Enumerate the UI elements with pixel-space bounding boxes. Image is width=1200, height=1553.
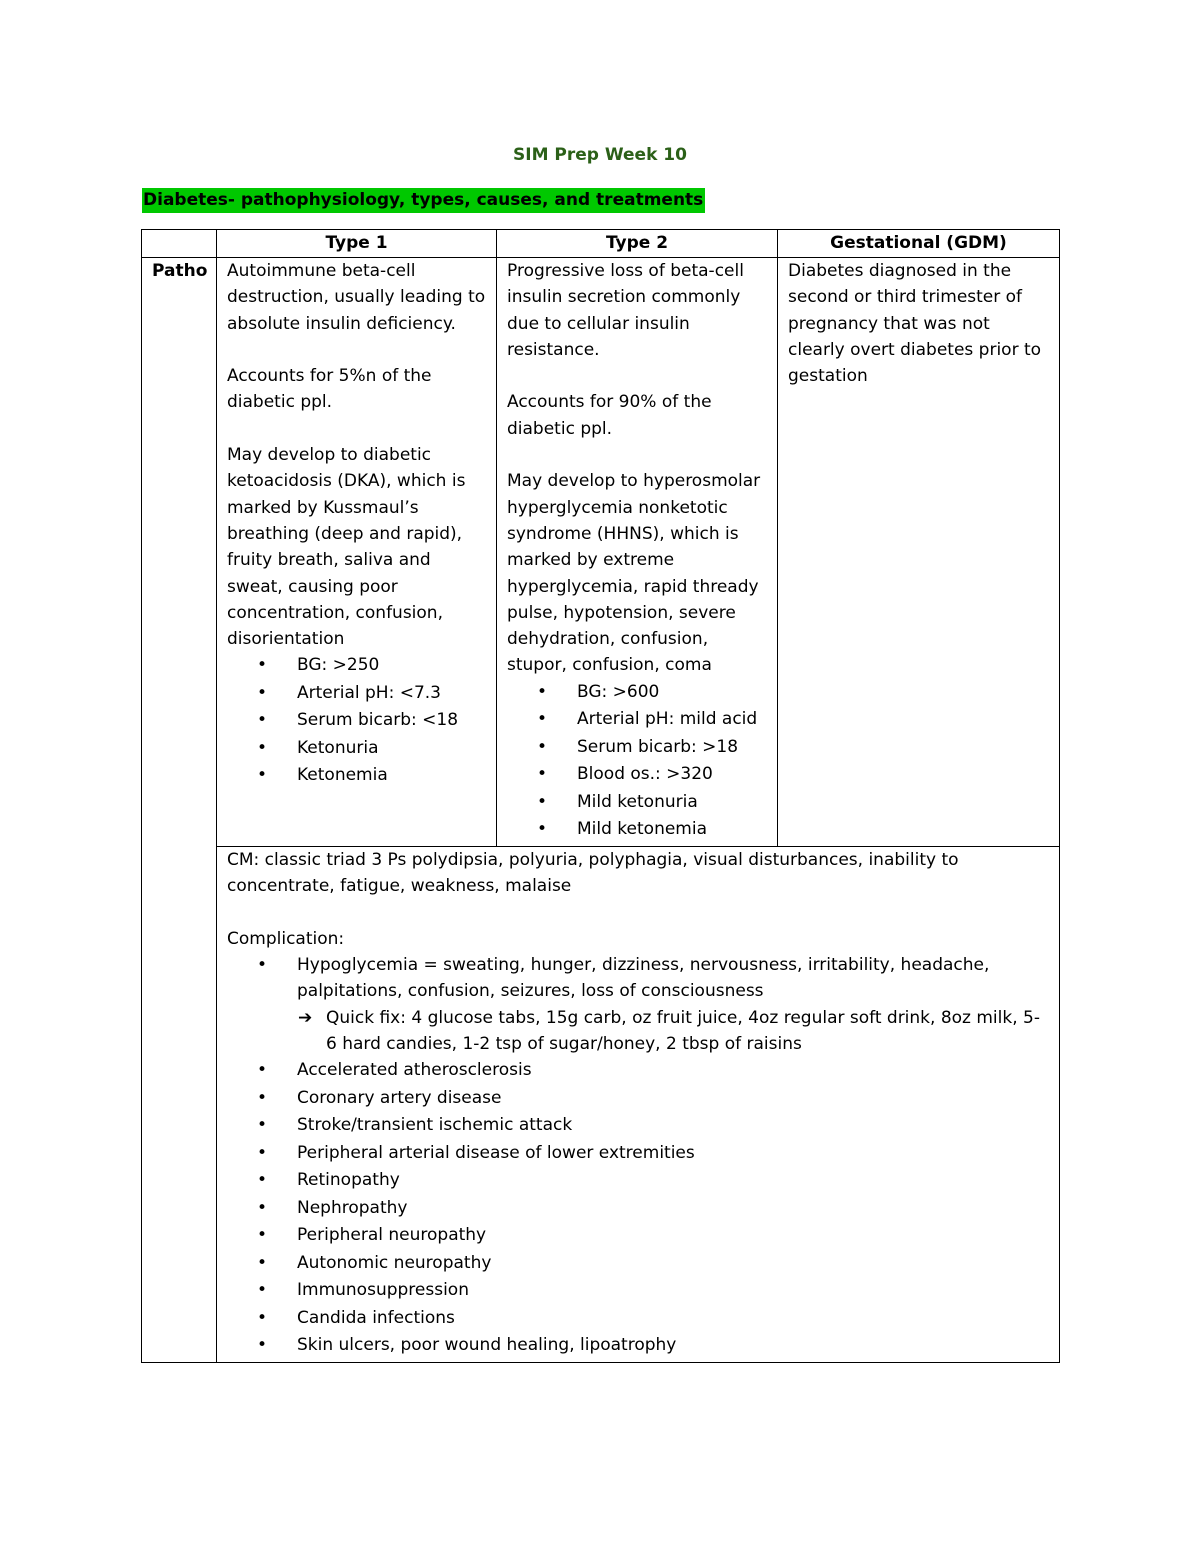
- type2-cell: [497, 258, 778, 847]
- type2-paragraph: Accounts for 90% of the diabetic ppl.: [507, 392, 712, 439]
- bullet-icon: •: [537, 681, 548, 702]
- list-item: • Skin ulcers, poor wound healing, lipoatrophy: [297, 1332, 1049, 1360]
- list-item: • Arterial pH: mild acid: [577, 706, 767, 734]
- header-type2: Type 2: [497, 230, 778, 258]
- arrow-right-icon: ➔: [298, 1007, 313, 1028]
- list-item: • Autonomic neuropathy: [297, 1250, 1049, 1278]
- list-item: • Serum bicarb: >18: [577, 734, 767, 762]
- bullet-icon: •: [257, 655, 268, 676]
- patho-row: [142, 258, 1060, 847]
- bullet-icon: •: [537, 764, 548, 785]
- list-item: • Nephropathy: [297, 1195, 1049, 1223]
- bullet-icon: •: [257, 682, 268, 703]
- type1-paragraph: May develop to diabetic ketoacidosis (DKA), which is marked by Kussmaul’s breathing (deep and rapid), fruity breath, saliva and sweat, causing poor concentration, confusion, disorientation: [227, 445, 466, 650]
- bullet-icon: •: [257, 1142, 268, 1163]
- header-type1: Type 1: [217, 230, 497, 258]
- bullet-icon: •: [537, 736, 548, 757]
- bullet-icon: •: [257, 1170, 268, 1191]
- type1-bullet-list: [227, 652, 486, 790]
- bullet-icon: •: [257, 1115, 268, 1136]
- list-item: • Blood os.: >320: [577, 761, 767, 789]
- complication-label: Complication:: [227, 928, 345, 949]
- type2-bullet-list: [507, 679, 767, 844]
- bullet-icon: •: [257, 1307, 268, 1328]
- list-item: • Peripheral arterial disease of lower extremities: [297, 1140, 1049, 1168]
- list-item: • Hypoglycemia = sweating, hunger, dizziness, nervousness, irritability, headache, palpitations, confusion, seizures, loss of consciousness: [297, 952, 1049, 1005]
- merged-cell: [217, 846, 1060, 1362]
- merged-row: [142, 846, 1060, 1362]
- bullet-icon: •: [257, 1280, 268, 1301]
- list-item: • BG: >600: [577, 679, 767, 707]
- complications-list: [227, 1057, 1049, 1360]
- list-item: • Mild ketonemia: [577, 816, 767, 844]
- header-row: [142, 230, 1060, 258]
- hypoglycemia-list: [227, 952, 1049, 1005]
- bullet-icon: •: [537, 709, 548, 730]
- list-item: • Ketonemia: [297, 762, 486, 790]
- list-item: • Serum bicarb: <18: [297, 707, 486, 735]
- bullet-icon: •: [257, 1335, 268, 1356]
- list-item: • Accelerated atherosclerosis: [297, 1057, 1049, 1085]
- diabetes-table: [141, 229, 1060, 1363]
- list-item: • Immunosuppression: [297, 1277, 1049, 1305]
- type1-paragraph: Autoimmune beta-cell destruction, usually leading to absolute insulin deficiency.: [227, 261, 486, 334]
- list-item: • Stroke/transient ischemic attack: [297, 1112, 1049, 1140]
- type1-cell: [217, 258, 497, 847]
- bullet-icon: •: [257, 1252, 268, 1273]
- clinical-manifestations: CM: classic triad 3 Ps polydipsia, polyuria, polyphagia, visual disturbances, inability to concentrate, fatigue, weakness, malaise: [227, 849, 959, 897]
- list-item: • Ketonuria: [297, 735, 486, 763]
- gestational-cell: [778, 258, 1060, 847]
- type2-paragraph: Progressive loss of beta-cell insulin secretion commonly due to cellular insulin resistance.: [507, 261, 744, 360]
- bullet-icon: •: [257, 1087, 268, 1108]
- bullet-icon: •: [257, 1197, 268, 1218]
- section-heading: Diabetes- pathophysiology, types, causes, and treatments: [142, 188, 705, 213]
- list-item: • Peripheral neuropathy: [297, 1222, 1049, 1250]
- bullet-icon: •: [257, 954, 268, 975]
- row-label-patho: Patho: [142, 258, 217, 1363]
- quick-fix-text: Quick fix: 4 glucose tabs, 15g carb, oz fruit juice, 4oz regular soft drink, 8oz milk, 5-6 hard candies, 1-2 tsp of sugar/honey, 2 tbsp of raisins: [326, 1007, 1040, 1054]
- bullet-icon: •: [537, 819, 548, 840]
- gestational-paragraph: Diabetes diagnosed in the second or third trimester of pregnancy that was not clearly overt diabetes prior to gestation: [788, 261, 1042, 387]
- type2-paragraph: May develop to hyperosmolar hyperglycemia nonketotic syndrome (HHNS), which is marked by extreme hyperglycemia, rapid thready pulse, hypotension, severe dehydration, confusion, stupor, confusion, coma: [507, 471, 761, 676]
- bullet-icon: •: [257, 765, 268, 786]
- list-item: • BG: >250: [297, 652, 486, 680]
- list-item: • Mild ketonuria: [577, 789, 767, 817]
- list-item: • Arterial pH: <7.3: [297, 680, 486, 708]
- type1-paragraph: Accounts for 5%n of the diabetic ppl.: [227, 366, 432, 413]
- header-empty: [142, 230, 217, 258]
- bullet-icon: •: [537, 791, 548, 812]
- bullet-icon: •: [257, 710, 268, 731]
- document-title: SIM Prep Week 10: [513, 145, 687, 165]
- bullet-icon: •: [257, 1225, 268, 1246]
- list-item: • Coronary artery disease: [297, 1085, 1049, 1113]
- list-item: • Candida infections: [297, 1305, 1049, 1333]
- bullet-icon: •: [257, 1060, 268, 1081]
- quick-fix-item: [227, 1005, 1049, 1058]
- list-item: • Retinopathy: [297, 1167, 1049, 1195]
- header-gestational: Gestational (GDM): [778, 230, 1060, 258]
- bullet-icon: •: [257, 737, 268, 758]
